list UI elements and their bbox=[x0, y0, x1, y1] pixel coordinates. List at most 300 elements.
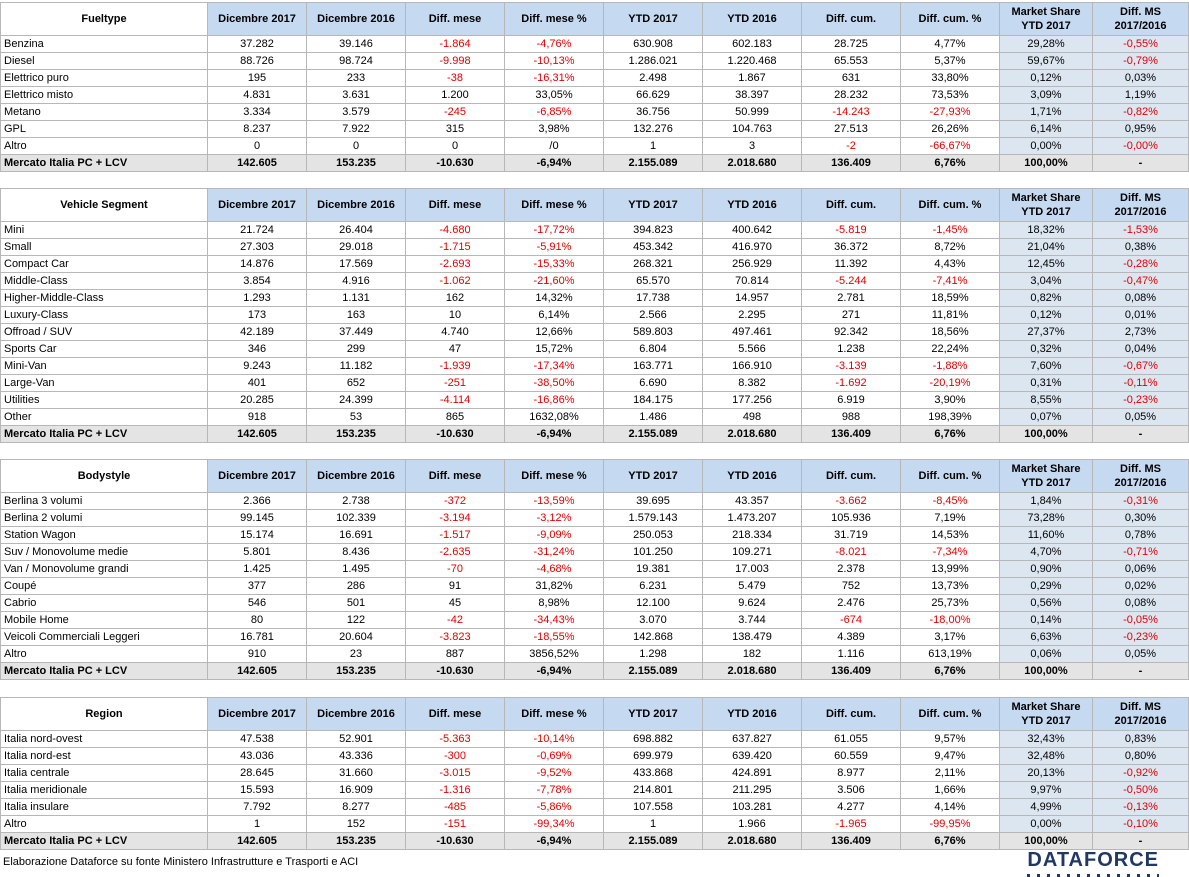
table-cell: 639.420 bbox=[703, 748, 802, 765]
row-label: Berlina 2 volumi bbox=[1, 510, 208, 527]
table-cell: 3,09% bbox=[1000, 87, 1093, 104]
table-row bbox=[1, 527, 1189, 544]
table-row bbox=[1, 53, 1189, 70]
table-cell: 2.366 bbox=[208, 493, 307, 510]
table-cell: -27,93% bbox=[901, 104, 1000, 121]
table-cell: 250.053 bbox=[604, 527, 703, 544]
table-cell: 13,99% bbox=[901, 561, 1000, 578]
source-note: Elaborazione Dataforce su fonte Ministero Infrastrutture e Trasporti e ACI bbox=[3, 856, 359, 868]
table-cell: -13,59% bbox=[505, 493, 604, 510]
total-cell: 2.018.680 bbox=[703, 833, 802, 850]
table-cell: 5.566 bbox=[703, 341, 802, 358]
table-cell: 1,66% bbox=[901, 782, 1000, 799]
table-cell: 11.392 bbox=[802, 256, 901, 273]
logo-text: DATAFORCE bbox=[1027, 849, 1159, 871]
table-cell: -251 bbox=[406, 375, 505, 392]
table-cell: 6,63% bbox=[1000, 629, 1093, 646]
table-cell: -1.316 bbox=[406, 782, 505, 799]
row-label: Small bbox=[1, 239, 208, 256]
table-cell: -1.715 bbox=[406, 239, 505, 256]
column-header: Dicembre 2017 bbox=[208, 3, 307, 36]
table-cell: 29,28% bbox=[1000, 36, 1093, 53]
table-cell: -3.194 bbox=[406, 510, 505, 527]
table-cell: 9,97% bbox=[1000, 782, 1093, 799]
table-cell: 15,72% bbox=[505, 341, 604, 358]
total-cell: -6,94% bbox=[505, 426, 604, 443]
row-label: Van / Monovolume grandi bbox=[1, 561, 208, 578]
table-row bbox=[1, 748, 1189, 765]
column-header: Market Share YTD 2017 bbox=[1000, 698, 1093, 731]
table-cell: 195 bbox=[208, 70, 307, 87]
table-cell: 26,26% bbox=[901, 121, 1000, 138]
table-cell: -0,55% bbox=[1093, 36, 1189, 53]
table-cell: -5.244 bbox=[802, 273, 901, 290]
table-cell: 4,43% bbox=[901, 256, 1000, 273]
total-cell: 100,00% bbox=[1000, 663, 1093, 680]
column-header: Market Share YTD 2017 bbox=[1000, 189, 1093, 222]
total-cell: 136.409 bbox=[802, 426, 901, 443]
table-cell: 0,08% bbox=[1093, 595, 1189, 612]
table-row bbox=[1, 561, 1189, 578]
row-label: Berlina 3 volumi bbox=[1, 493, 208, 510]
table-cell: 2.566 bbox=[604, 307, 703, 324]
row-label: Benzina bbox=[1, 36, 208, 53]
table-cell: 433.868 bbox=[604, 765, 703, 782]
table-cell: 23 bbox=[307, 646, 406, 663]
row-label: Italia insulare bbox=[1, 799, 208, 816]
table-cell: -18,00% bbox=[901, 612, 1000, 629]
column-header: Diff. mese % bbox=[505, 460, 604, 493]
table-cell: 6,14% bbox=[1000, 121, 1093, 138]
table-cell: 8,55% bbox=[1000, 392, 1093, 409]
table-cell: 6.804 bbox=[604, 341, 703, 358]
table-cell: 1.298 bbox=[604, 646, 703, 663]
table-row bbox=[1, 70, 1189, 87]
total-row bbox=[1, 155, 1189, 172]
row-label: Elettrico puro bbox=[1, 70, 208, 87]
table-cell: 20.604 bbox=[307, 629, 406, 646]
table-cell: 14,32% bbox=[505, 290, 604, 307]
table-cell: 13,73% bbox=[901, 578, 1000, 595]
row-label: Italia nord-est bbox=[1, 748, 208, 765]
column-header: Diff. cum. bbox=[802, 698, 901, 731]
table-cell: -674 bbox=[802, 612, 901, 629]
column-header: YTD 2016 bbox=[703, 3, 802, 36]
table-cell: -34,43% bbox=[505, 612, 604, 629]
table-cell: 0,07% bbox=[1000, 409, 1093, 426]
column-header: Diff. MS 2017/2016 bbox=[1093, 3, 1189, 36]
column-header: Diff. cum. % bbox=[901, 189, 1000, 222]
table-cell: 33,05% bbox=[505, 87, 604, 104]
table-cell: -3.139 bbox=[802, 358, 901, 375]
table-row bbox=[1, 256, 1189, 273]
table-cell: 12,66% bbox=[505, 324, 604, 341]
total-cell: 142.605 bbox=[208, 155, 307, 172]
table-cell: -6,85% bbox=[505, 104, 604, 121]
table-cell: -8,45% bbox=[901, 493, 1000, 510]
total-cell: 142.605 bbox=[208, 663, 307, 680]
table-cell: -151 bbox=[406, 816, 505, 833]
table-cell: -0,82% bbox=[1093, 104, 1189, 121]
row-label: Luxury-Class bbox=[1, 307, 208, 324]
table-cell: 11,81% bbox=[901, 307, 1000, 324]
table-row bbox=[1, 782, 1189, 799]
table-cell: 401 bbox=[208, 375, 307, 392]
total-cell: 136.409 bbox=[802, 155, 901, 172]
table-row bbox=[1, 324, 1189, 341]
table-cell: 47.538 bbox=[208, 731, 307, 748]
table-cell: 1 bbox=[604, 138, 703, 155]
table-cell: 27.513 bbox=[802, 121, 901, 138]
table-cell: 0,06% bbox=[1000, 646, 1093, 663]
table-cell: 2.378 bbox=[802, 561, 901, 578]
table-cell: 5,37% bbox=[901, 53, 1000, 70]
column-header: Dicembre 2016 bbox=[307, 3, 406, 36]
column-header: Dicembre 2017 bbox=[208, 189, 307, 222]
table-cell: 0,00% bbox=[1000, 138, 1093, 155]
total-cell: 2.155.089 bbox=[604, 155, 703, 172]
table-cell: -5.363 bbox=[406, 731, 505, 748]
table-cell: 0,38% bbox=[1093, 239, 1189, 256]
table-cell: -0,23% bbox=[1093, 629, 1189, 646]
table-cell: 0,56% bbox=[1000, 595, 1093, 612]
table-fueltype bbox=[0, 2, 1189, 172]
table-cell: 4,77% bbox=[901, 36, 1000, 53]
table-cell: 27.303 bbox=[208, 239, 307, 256]
table-cell: 50.999 bbox=[703, 104, 802, 121]
table-cell: 105.936 bbox=[802, 510, 901, 527]
table-cell: -0,79% bbox=[1093, 53, 1189, 70]
total-cell: 100,00% bbox=[1000, 155, 1093, 172]
column-header: Diff. mese bbox=[406, 189, 505, 222]
table-cell: 1.116 bbox=[802, 646, 901, 663]
row-label: Middle-Class bbox=[1, 273, 208, 290]
table-cell: 59,67% bbox=[1000, 53, 1093, 70]
total-cell: 2.018.680 bbox=[703, 663, 802, 680]
table-row bbox=[1, 595, 1189, 612]
column-header: Dicembre 2016 bbox=[307, 189, 406, 222]
table-cell: 9.624 bbox=[703, 595, 802, 612]
table-title: Region bbox=[1, 698, 208, 731]
column-header: Diff. mese % bbox=[505, 3, 604, 36]
table-cell: -5.819 bbox=[802, 222, 901, 239]
column-header: Diff. mese bbox=[406, 3, 505, 36]
table-cell: -17,72% bbox=[505, 222, 604, 239]
table-cell: -3.662 bbox=[802, 493, 901, 510]
total-cell: 136.409 bbox=[802, 833, 901, 850]
table-cell: 1.495 bbox=[307, 561, 406, 578]
table-cell: 20,13% bbox=[1000, 765, 1093, 782]
column-header: YTD 2017 bbox=[604, 189, 703, 222]
total-cell: 2.155.089 bbox=[604, 426, 703, 443]
table-cell: -14.243 bbox=[802, 104, 901, 121]
table-cell: 14.876 bbox=[208, 256, 307, 273]
table-cell: 39.146 bbox=[307, 36, 406, 53]
table-cell: 1.966 bbox=[703, 816, 802, 833]
table-cell: 1.286.021 bbox=[604, 53, 703, 70]
table-cell: -16,31% bbox=[505, 70, 604, 87]
table-cell: 91 bbox=[406, 578, 505, 595]
table-cell: -66,67% bbox=[901, 138, 1000, 155]
table-cell: 8.237 bbox=[208, 121, 307, 138]
row-label: Coupé bbox=[1, 578, 208, 595]
table-cell: 8.382 bbox=[703, 375, 802, 392]
column-header: YTD 2016 bbox=[703, 460, 802, 493]
table-cell: 17.569 bbox=[307, 256, 406, 273]
table-cell: 45 bbox=[406, 595, 505, 612]
table-cell: -4.680 bbox=[406, 222, 505, 239]
table-cell: -9.998 bbox=[406, 53, 505, 70]
table-row bbox=[1, 239, 1189, 256]
row-label: Diesel bbox=[1, 53, 208, 70]
table-cell: 1.293 bbox=[208, 290, 307, 307]
table-cell: 152 bbox=[307, 816, 406, 833]
table-cell: -0,67% bbox=[1093, 358, 1189, 375]
table-cell: -1,45% bbox=[901, 222, 1000, 239]
table-cell: 8,98% bbox=[505, 595, 604, 612]
table-cell: -1.864 bbox=[406, 36, 505, 53]
table-cell: 12.100 bbox=[604, 595, 703, 612]
table-row bbox=[1, 307, 1189, 324]
total-cell: 153.235 bbox=[307, 833, 406, 850]
table-row bbox=[1, 290, 1189, 307]
table-header-row bbox=[1, 698, 1189, 731]
table-cell: 0,05% bbox=[1093, 646, 1189, 663]
table-cell: -9,52% bbox=[505, 765, 604, 782]
table-cell: 122 bbox=[307, 612, 406, 629]
row-label: Elettrico misto bbox=[1, 87, 208, 104]
table-cell: 3.506 bbox=[802, 782, 901, 799]
table-cell: 32,43% bbox=[1000, 731, 1093, 748]
total-cell: -6,94% bbox=[505, 663, 604, 680]
table-cell: 752 bbox=[802, 578, 901, 595]
table-cell: 66.629 bbox=[604, 87, 703, 104]
row-label: Mini bbox=[1, 222, 208, 239]
total-cell: 2.018.680 bbox=[703, 426, 802, 443]
table-cell: 166.910 bbox=[703, 358, 802, 375]
table-cell: -18,55% bbox=[505, 629, 604, 646]
table-cell: 910 bbox=[208, 646, 307, 663]
table-cell: 1.867 bbox=[703, 70, 802, 87]
row-label: Higher-Middle-Class bbox=[1, 290, 208, 307]
table-cell: -5,86% bbox=[505, 799, 604, 816]
table-cell: 29.018 bbox=[307, 239, 406, 256]
table-cell: 5.801 bbox=[208, 544, 307, 561]
table-cell: 104.763 bbox=[703, 121, 802, 138]
table-cell: 2,11% bbox=[901, 765, 1000, 782]
table-cell: 9.243 bbox=[208, 358, 307, 375]
table-cell: 1.238 bbox=[802, 341, 901, 358]
table-cell: -0,69% bbox=[505, 748, 604, 765]
table-cell: 1.425 bbox=[208, 561, 307, 578]
table-cell: 424.891 bbox=[703, 765, 802, 782]
row-label: GPL bbox=[1, 121, 208, 138]
table-cell: 15.174 bbox=[208, 527, 307, 544]
column-header: YTD 2016 bbox=[703, 189, 802, 222]
table-cell: 0,32% bbox=[1000, 341, 1093, 358]
table-cell: 138.479 bbox=[703, 629, 802, 646]
table-cell: 3.579 bbox=[307, 104, 406, 121]
total-cell: 153.235 bbox=[307, 663, 406, 680]
table-row bbox=[1, 392, 1189, 409]
table-cell: 4.389 bbox=[802, 629, 901, 646]
table-cell: 36.756 bbox=[604, 104, 703, 121]
table-cell: 42.189 bbox=[208, 324, 307, 341]
table-cell: 6.231 bbox=[604, 578, 703, 595]
table-cell: 98.724 bbox=[307, 53, 406, 70]
table-row bbox=[1, 765, 1189, 782]
table-cell: 315 bbox=[406, 121, 505, 138]
table-row bbox=[1, 104, 1189, 121]
table-cell: 589.803 bbox=[604, 324, 703, 341]
table-cell: 39.695 bbox=[604, 493, 703, 510]
table-cell: 12,45% bbox=[1000, 256, 1093, 273]
total-label: Mercato Italia PC + LCV bbox=[1, 833, 208, 850]
table-cell: -1.062 bbox=[406, 273, 505, 290]
table-cell: -0,92% bbox=[1093, 765, 1189, 782]
row-label: Altro bbox=[1, 138, 208, 155]
column-header: YTD 2017 bbox=[604, 460, 703, 493]
table-cell: -4.114 bbox=[406, 392, 505, 409]
table-cell: -2.635 bbox=[406, 544, 505, 561]
total-cell: -10.630 bbox=[406, 426, 505, 443]
column-header: Diff. cum. bbox=[802, 189, 901, 222]
row-label: Large-Van bbox=[1, 375, 208, 392]
table-cell: 73,53% bbox=[901, 87, 1000, 104]
table-cell: 1.486 bbox=[604, 409, 703, 426]
table-cell: 132.276 bbox=[604, 121, 703, 138]
table-cell: 918 bbox=[208, 409, 307, 426]
table-cell: 602.183 bbox=[703, 36, 802, 53]
table-cell: 53 bbox=[307, 409, 406, 426]
column-header: Diff. cum. % bbox=[901, 698, 1000, 731]
table-row bbox=[1, 816, 1189, 833]
table-cell: 33,80% bbox=[901, 70, 1000, 87]
table-cell: 2.476 bbox=[802, 595, 901, 612]
table-cell: -3.015 bbox=[406, 765, 505, 782]
table-cell: 16.691 bbox=[307, 527, 406, 544]
table-cell: 4.277 bbox=[802, 799, 901, 816]
table-cell: 630.908 bbox=[604, 36, 703, 53]
table-cell: 163 bbox=[307, 307, 406, 324]
table-row bbox=[1, 731, 1189, 748]
table-cell: 26.404 bbox=[307, 222, 406, 239]
column-header: YTD 2016 bbox=[703, 698, 802, 731]
total-cell: 136.409 bbox=[802, 663, 901, 680]
row-label: Other bbox=[1, 409, 208, 426]
table-cell: 0,78% bbox=[1093, 527, 1189, 544]
total-cell: -10.630 bbox=[406, 155, 505, 172]
total-cell: 2.155.089 bbox=[604, 833, 703, 850]
table-cell: 25,73% bbox=[901, 595, 1000, 612]
table-cell: 0,00% bbox=[1000, 816, 1093, 833]
table-cell: 1.220.468 bbox=[703, 53, 802, 70]
table-cell: -70 bbox=[406, 561, 505, 578]
table-cell: 0,90% bbox=[1000, 561, 1093, 578]
total-cell: 2.155.089 bbox=[604, 663, 703, 680]
table-cell: 3.070 bbox=[604, 612, 703, 629]
table-row bbox=[1, 799, 1189, 816]
table-cell: 0,02% bbox=[1093, 578, 1189, 595]
table-cell: -1,88% bbox=[901, 358, 1000, 375]
row-label: Veicoli Commerciali Leggeri bbox=[1, 629, 208, 646]
table-cell: 613,19% bbox=[901, 646, 1000, 663]
table-cell: 99.145 bbox=[208, 510, 307, 527]
total-cell: 6,76% bbox=[901, 833, 1000, 850]
table-cell: -300 bbox=[406, 748, 505, 765]
table-cell: 988 bbox=[802, 409, 901, 426]
table-bodystyle bbox=[0, 459, 1189, 680]
table-cell: -245 bbox=[406, 104, 505, 121]
table-cell: -4,76% bbox=[505, 36, 604, 53]
table-row bbox=[1, 629, 1189, 646]
table-cell: -1.517 bbox=[406, 527, 505, 544]
table-cell: 22,24% bbox=[901, 341, 1000, 358]
table-cell: 19.381 bbox=[604, 561, 703, 578]
table-cell: 3.631 bbox=[307, 87, 406, 104]
table-cell: 102.339 bbox=[307, 510, 406, 527]
table-cell: 394.823 bbox=[604, 222, 703, 239]
table-row bbox=[1, 273, 1189, 290]
row-label: Italia centrale bbox=[1, 765, 208, 782]
table-cell: 43.036 bbox=[208, 748, 307, 765]
table-header-row bbox=[1, 3, 1189, 36]
table-cell: -9,09% bbox=[505, 527, 604, 544]
table-cell: 1,71% bbox=[1000, 104, 1093, 121]
column-header: Dicembre 2016 bbox=[307, 698, 406, 731]
table-title: Fueltype bbox=[1, 3, 208, 36]
table-cell: 6.690 bbox=[604, 375, 703, 392]
table-cell: 4,70% bbox=[1000, 544, 1093, 561]
table-cell: 0,05% bbox=[1093, 409, 1189, 426]
row-label: Compact Car bbox=[1, 256, 208, 273]
table-cell: 80 bbox=[208, 612, 307, 629]
row-label: Italia meridionale bbox=[1, 782, 208, 799]
column-header: Dicembre 2016 bbox=[307, 460, 406, 493]
table-cell: -1,53% bbox=[1093, 222, 1189, 239]
table-cell: 4,99% bbox=[1000, 799, 1093, 816]
row-label: Sports Car bbox=[1, 341, 208, 358]
row-label: Metano bbox=[1, 104, 208, 121]
table-cell: 1.200 bbox=[406, 87, 505, 104]
table-cell: 47 bbox=[406, 341, 505, 358]
row-label: Cabrio bbox=[1, 595, 208, 612]
table-cell: 11,60% bbox=[1000, 527, 1093, 544]
total-row bbox=[1, 426, 1189, 443]
table-cell: 73,28% bbox=[1000, 510, 1093, 527]
table-cell: 0,12% bbox=[1000, 70, 1093, 87]
total-label: Mercato Italia PC + LCV bbox=[1, 155, 208, 172]
table-cell: 11.182 bbox=[307, 358, 406, 375]
table-cell: -38,50% bbox=[505, 375, 604, 392]
table-cell: -0,00% bbox=[1093, 138, 1189, 155]
table-cell: 0,14% bbox=[1000, 612, 1093, 629]
column-header: Diff. MS 2017/2016 bbox=[1093, 460, 1189, 493]
table-cell: -0,23% bbox=[1093, 392, 1189, 409]
column-header: Diff. mese bbox=[406, 460, 505, 493]
table-cell: 0,03% bbox=[1093, 70, 1189, 87]
total-row bbox=[1, 833, 1189, 850]
table-cell: 103.281 bbox=[703, 799, 802, 816]
table-cell: 7,60% bbox=[1000, 358, 1093, 375]
table-cell: 1.131 bbox=[307, 290, 406, 307]
table-cell: 31.660 bbox=[307, 765, 406, 782]
table-cell: 60.559 bbox=[802, 748, 901, 765]
table-cell: 8.277 bbox=[307, 799, 406, 816]
table-cell: 17.003 bbox=[703, 561, 802, 578]
table-row bbox=[1, 612, 1189, 629]
table-cell: 38.397 bbox=[703, 87, 802, 104]
